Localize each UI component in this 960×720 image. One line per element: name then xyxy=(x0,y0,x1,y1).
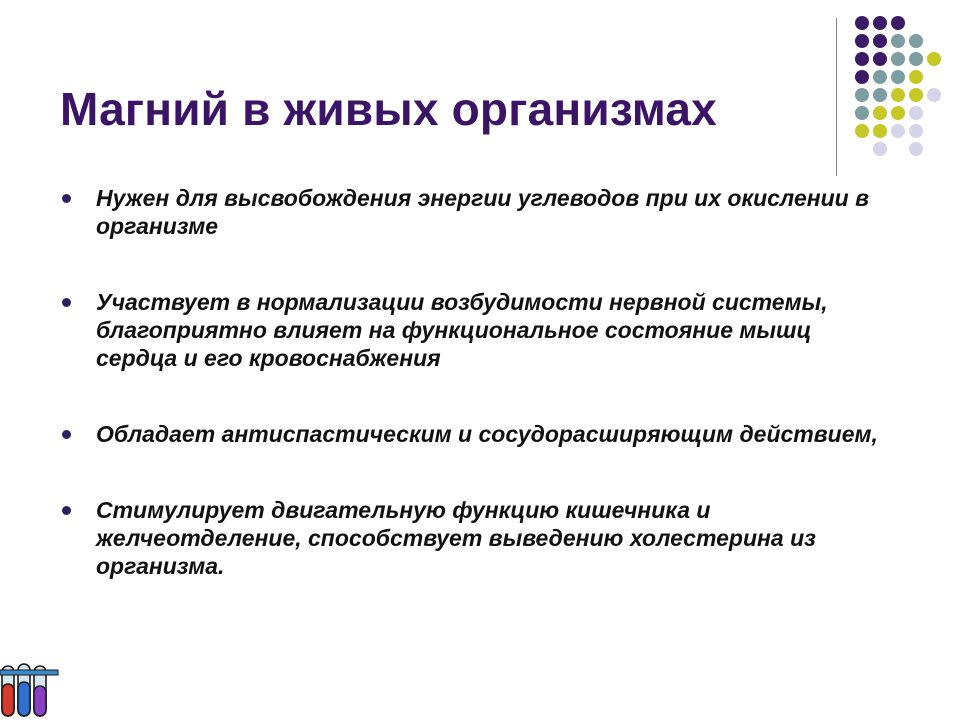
decorative-dot xyxy=(909,88,923,102)
decorative-dot xyxy=(855,106,869,120)
decorative-dot xyxy=(891,106,905,120)
decorative-dot xyxy=(909,34,923,48)
decorative-dot xyxy=(873,16,887,30)
decorative-dot xyxy=(909,142,923,156)
slide-title: Магний в живых организмах xyxy=(60,83,717,135)
decorative-dot xyxy=(873,124,887,138)
decorative-dot xyxy=(927,52,941,66)
decorative-dot xyxy=(873,88,887,102)
bullet-marker xyxy=(62,430,71,439)
decorative-dot xyxy=(909,70,923,84)
decorative-dot xyxy=(891,70,905,84)
decorative-dot xyxy=(873,34,887,48)
decorative-dot xyxy=(891,34,905,48)
decorative-dot xyxy=(855,16,869,30)
decorative-dot xyxy=(855,34,869,48)
decorative-dot xyxy=(855,70,869,84)
decorative-dot xyxy=(873,70,887,84)
decorative-dot xyxy=(891,88,905,102)
test-tubes-icon xyxy=(0,662,60,720)
decorative-dot xyxy=(873,106,887,120)
decorative-dot xyxy=(891,52,905,66)
decorative-dot xyxy=(873,52,887,66)
bullet-marker xyxy=(62,506,71,515)
bullet-text: Участвует в нормализации возбудимости нервной системы, благоприятно влияет на функциональное состояние мышц сердца и его кровоснабжения xyxy=(96,289,828,371)
decorative-dot xyxy=(855,124,869,138)
bullet-text: Стимулирует двигательную функцию кишечника и желчеотделение, способствует выведению холестерина из организма. xyxy=(96,497,816,579)
bullet-item xyxy=(60,420,890,448)
bullet-text: Нужен для высвобождения энергии углеводов при их окислении в организме xyxy=(96,185,870,239)
decorative-dot xyxy=(927,88,941,102)
decorative-dot xyxy=(909,124,923,138)
bullet-list xyxy=(60,184,890,580)
divider-line xyxy=(836,18,837,176)
bullet-text: Обладает антиспастическим и сосудорасширяющим действием, xyxy=(96,421,878,447)
bullet-marker xyxy=(62,194,71,203)
decorative-dot xyxy=(909,52,923,66)
bullet-item xyxy=(60,496,890,580)
decorative-dot xyxy=(855,52,869,66)
decorative-dot xyxy=(873,142,887,156)
decorative-dot xyxy=(909,106,923,120)
bullet-item xyxy=(60,288,890,372)
bullet-item xyxy=(60,184,890,240)
decorative-dot xyxy=(891,124,905,138)
decorative-dot xyxy=(891,16,905,30)
bullet-marker xyxy=(62,298,71,307)
decorative-dot xyxy=(855,88,869,102)
